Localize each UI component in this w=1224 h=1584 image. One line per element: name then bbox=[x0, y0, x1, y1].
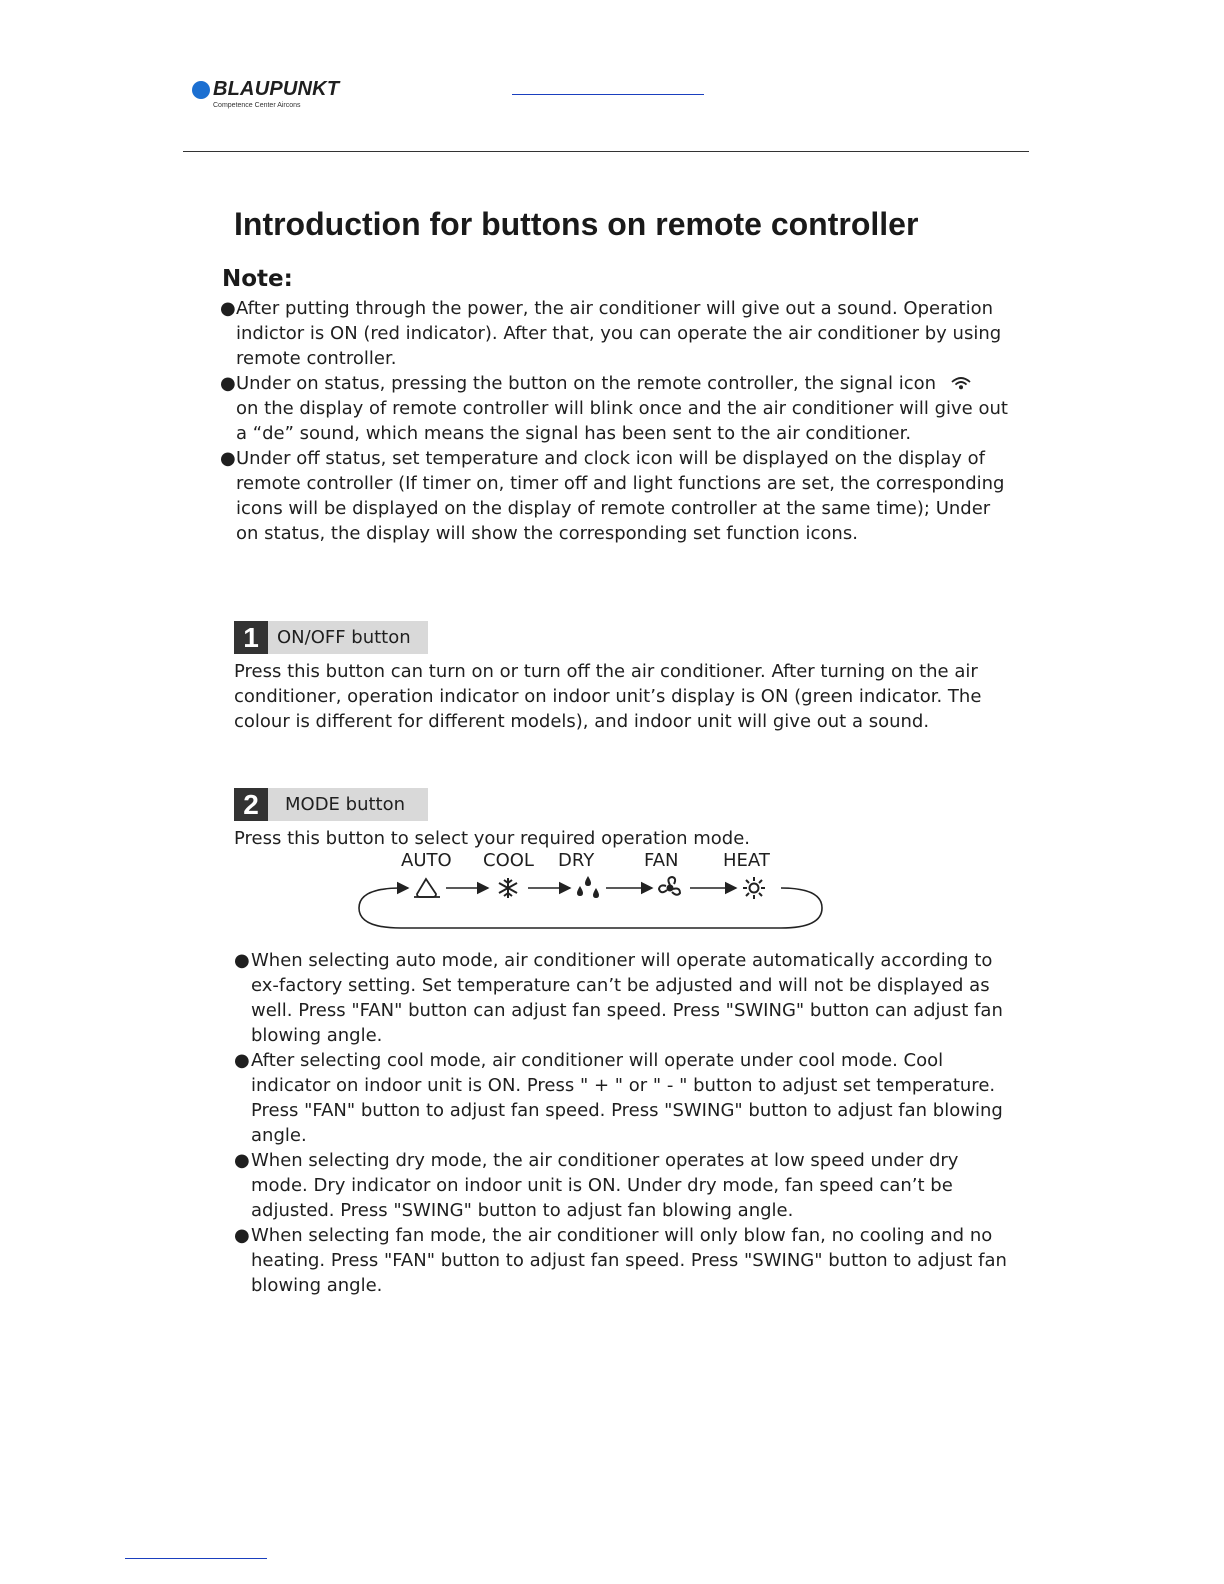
section-body-on-off: Press this button can turn on or turn off the air conditioner. After turning on the air conditioner, operation indicator on indoor unit’s display is ON (green indicator. The colour is different for different models), and indoor unit will give out a sound. bbox=[234, 661, 982, 732]
mode-label-fan: FAN bbox=[644, 850, 679, 871]
section-header-on-off bbox=[234, 621, 428, 654]
page-title: Introduction for buttons on remote controller bbox=[234, 206, 919, 242]
note-list bbox=[220, 296, 1010, 546]
heat-sun-icon bbox=[743, 877, 765, 899]
note-text: Under off status, set temperature and clock icon will be displayed on the display of remote controller (If timer on, timer off and light functions are set, the corresponding icons will be displayed on the display of remote controller at the same time); Under on status, the display will show the corresponding set function icons. bbox=[236, 448, 1005, 544]
list-item bbox=[234, 1148, 1014, 1223]
note-item bbox=[220, 371, 1010, 446]
bullet-icon: ● bbox=[234, 1150, 250, 1171]
mode-label-dry: DRY bbox=[558, 850, 595, 871]
mode-label-auto: AUTO bbox=[401, 850, 452, 871]
logo-dot-icon bbox=[192, 81, 210, 99]
section-label: MODE button bbox=[285, 794, 406, 815]
bullet-icon: ● bbox=[220, 373, 236, 394]
cool-snowflake-icon bbox=[499, 878, 517, 898]
header-divider bbox=[183, 151, 1029, 152]
footer-link[interactable] bbox=[125, 1558, 267, 1559]
section-header-mode bbox=[234, 788, 428, 821]
mode-cycle-arrows bbox=[356, 850, 826, 934]
header-link[interactable] bbox=[512, 94, 704, 95]
list-item bbox=[234, 948, 1014, 1048]
mode-label-heat: HEAT bbox=[723, 850, 770, 871]
fan-icon bbox=[659, 877, 680, 895]
bullet-icon: ● bbox=[234, 1225, 250, 1246]
auto-icon bbox=[414, 879, 440, 897]
mode-cycle-diagram bbox=[356, 850, 826, 934]
note-label: Note: bbox=[222, 266, 293, 292]
mode-description-list bbox=[234, 948, 1014, 1298]
dry-droplets-icon bbox=[577, 876, 599, 898]
bullet-icon: ● bbox=[234, 950, 250, 971]
bullet-icon: ● bbox=[220, 448, 236, 469]
mode-description: When selecting fan mode, the air conditioner will only blow fan, no cooling and no heating. Press "FAN" button to adjust fan speed. Press "SWING" button to adjust fan blowing angle. bbox=[251, 1225, 1007, 1296]
section-number: 2 bbox=[234, 788, 268, 821]
signal-icon bbox=[950, 376, 972, 390]
note-text: Under on status, pressing the button on the remote controller, the signal icon bbox=[236, 373, 937, 394]
mode-description: When selecting dry mode, the air conditioner operates at low speed under dry mode. Dry indicator on indoor unit is ON. Under dry mode, fan speed can’t be adjusted. Press "SWING" button to adjust fan blowing angle. bbox=[251, 1150, 959, 1221]
section-label: ON/OFF button bbox=[277, 627, 411, 648]
note-text: After putting through the power, the air conditioner will give out a sound. Operation indictor is ON (red indicator). After that, you can operate the air conditioner by using remote controller. bbox=[236, 298, 1002, 369]
bullet-icon: ● bbox=[220, 298, 236, 319]
list-item bbox=[234, 1223, 1014, 1298]
mode-label-cool: COOL bbox=[483, 850, 534, 871]
list-item bbox=[234, 1048, 1014, 1148]
bullet-icon: ● bbox=[234, 1050, 250, 1071]
logo-text: BLAUPUNKT bbox=[213, 78, 340, 100]
section-number: 1 bbox=[234, 621, 268, 654]
section-body-mode: Press this button to select your required operation mode. bbox=[234, 828, 750, 849]
mode-description: When selecting auto mode, air conditioner will operate automatically according to ex-factory setting. Set temperature can’t be adjusted and will not be displayed as well. Press "FAN" button can adjust fan speed. Press "SWING" button can adjust fan blowing angle. bbox=[251, 950, 1003, 1046]
note-item bbox=[220, 446, 1010, 546]
note-item bbox=[220, 296, 1010, 371]
logo-subtitle: Competence Center Aircons bbox=[213, 102, 301, 109]
mode-description: After selecting cool mode, air conditioner will operate under cool mode. Cool indicator on indoor unit is ON. Press " + " or " - " button to adjust set temperature. Press "FAN" button to adjust fan speed. Press "SWING" button to adjust fan blowing angle. bbox=[251, 1050, 1003, 1146]
note-text: on the display of remote controller will blink once and the air conditioner will give out a “de” sound, which means the signal has been sent to the air conditioner. bbox=[236, 398, 1008, 444]
